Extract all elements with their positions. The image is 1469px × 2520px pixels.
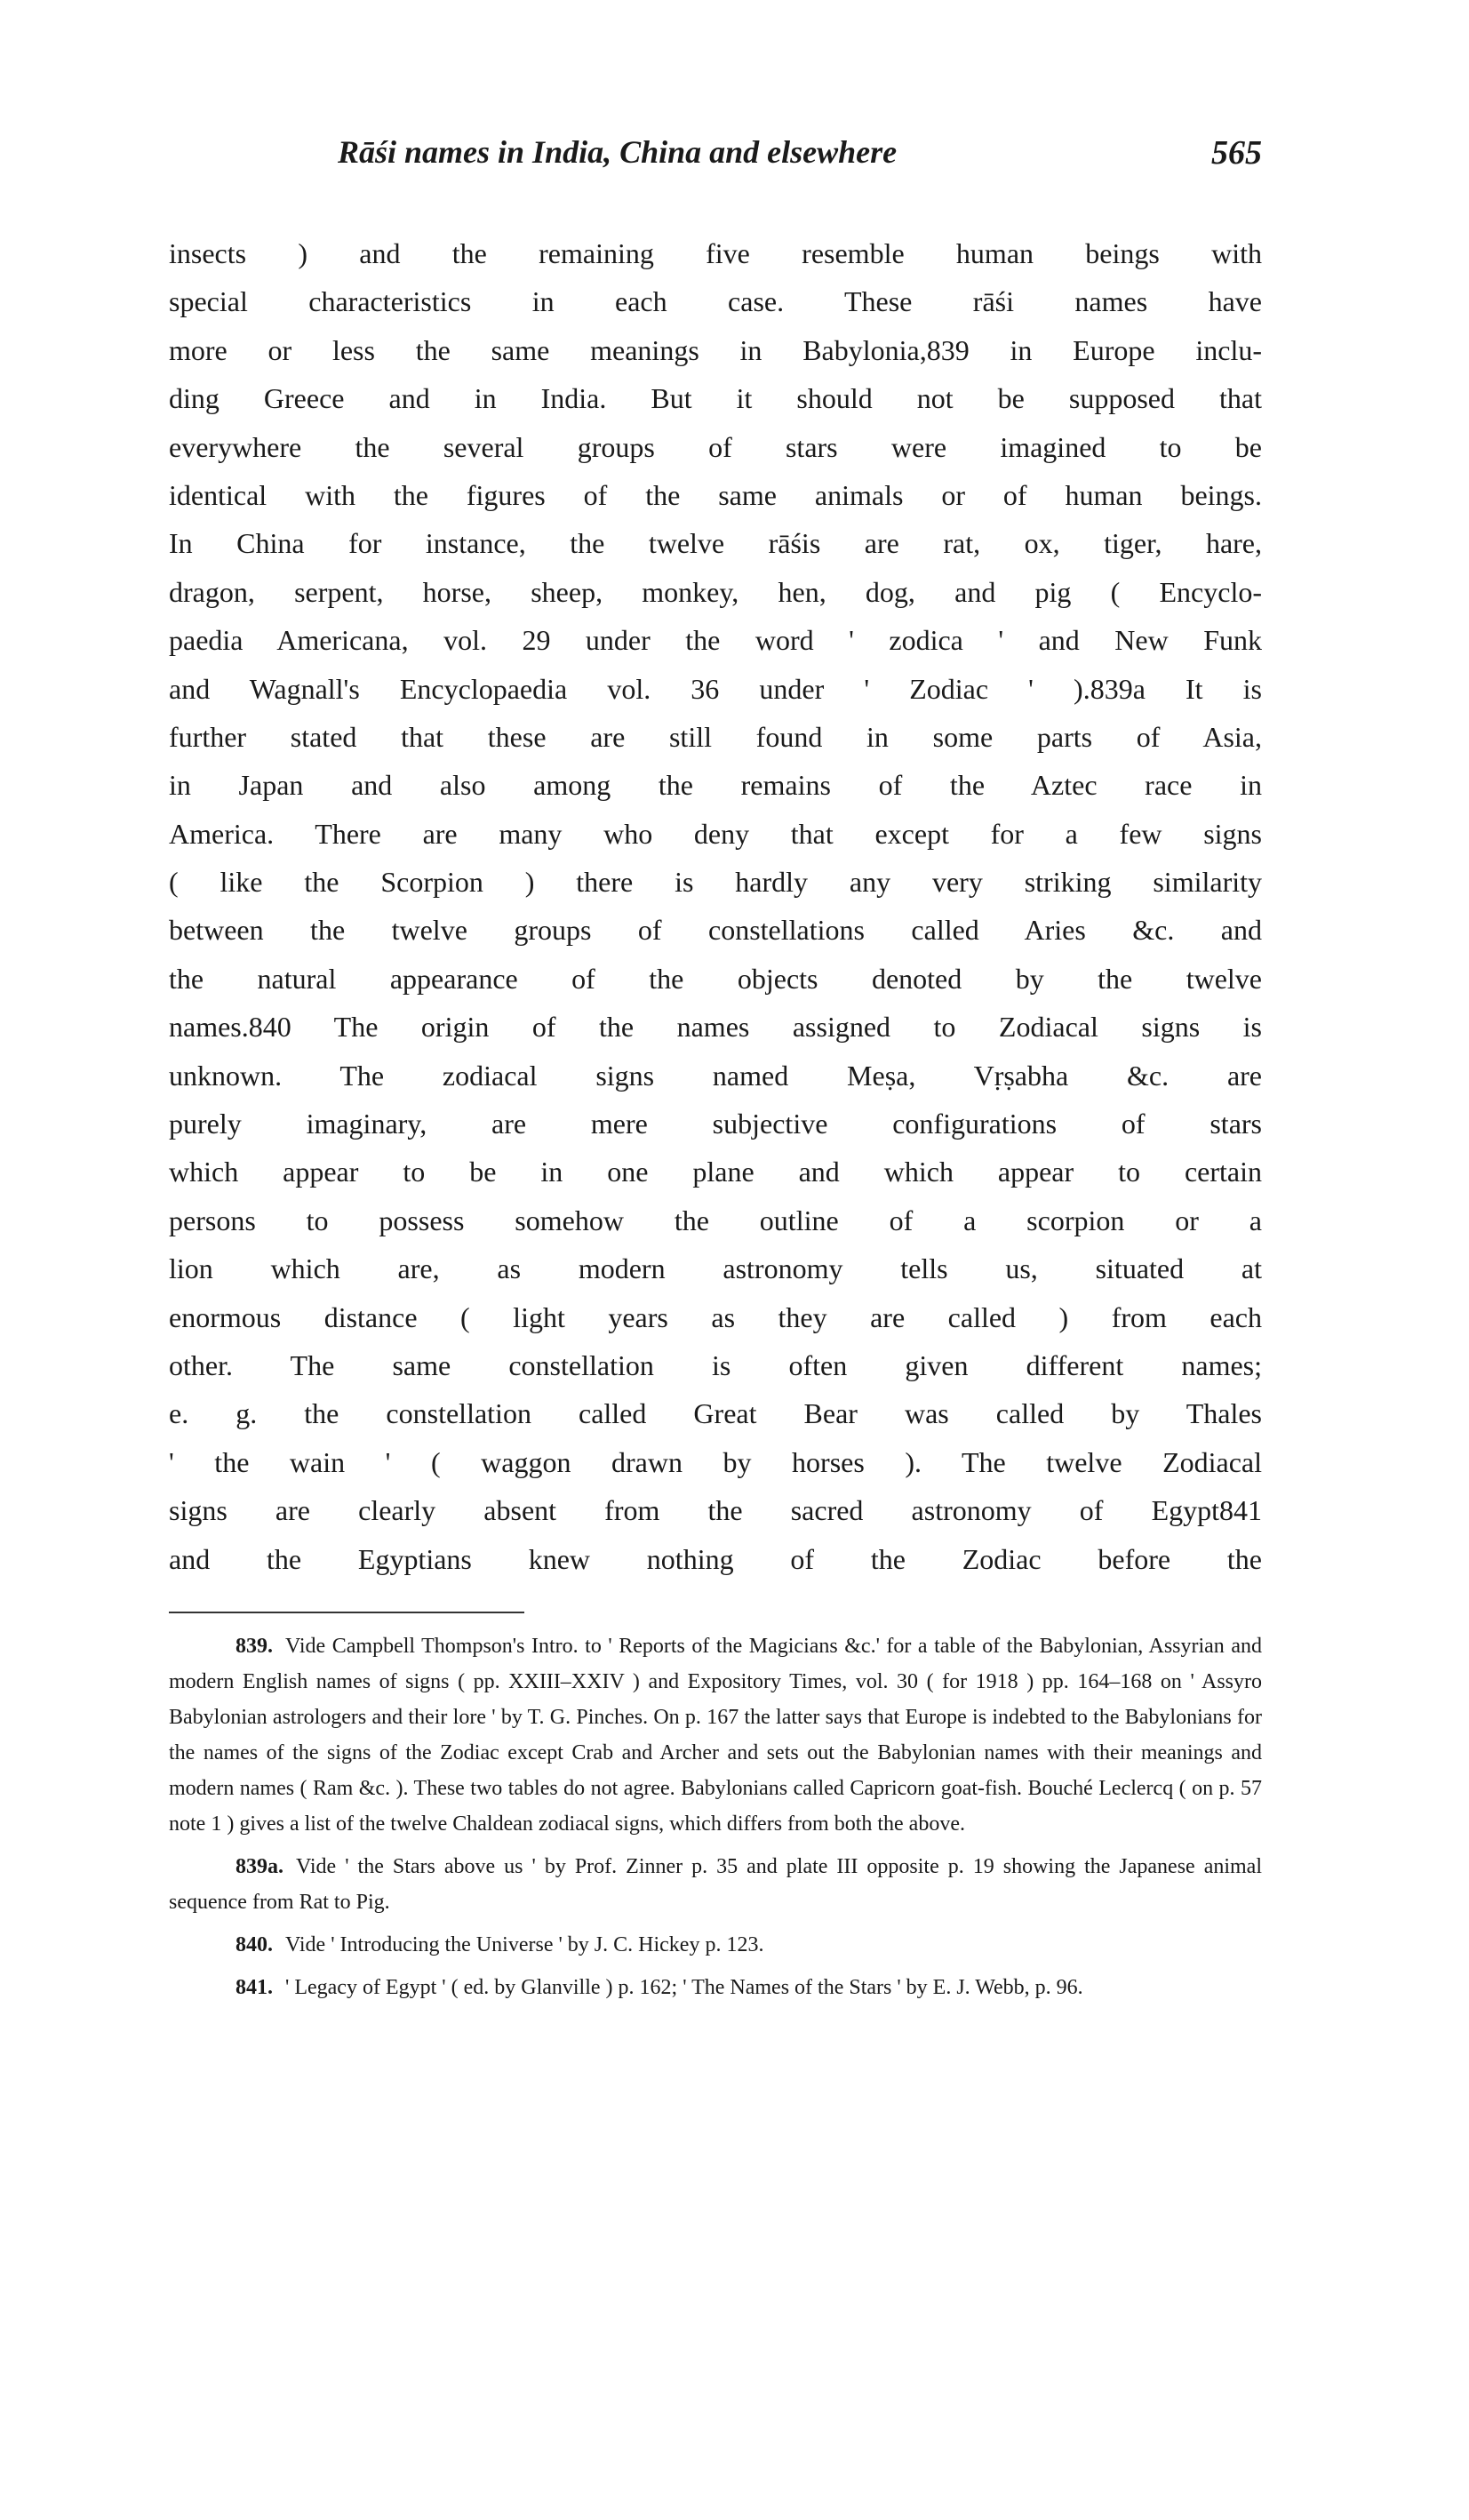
text-line: everywhere the several groups of stars were imagined to be — [169, 430, 1262, 463]
page-number: 565 — [1211, 134, 1262, 172]
text-line: persons to possess somehow the outline of a scorpion or a — [169, 1204, 1262, 1236]
text-line: further stated that these are still found in some parts of Asia, — [169, 720, 1262, 753]
footnote — [169, 1970, 1262, 2005]
text-line: between the twelve groups of constellations called Aries &c. and — [169, 914, 1262, 947]
footnote-text: Vide ' Introducing the Universe ' by J. C. Hickey p. 123. — [285, 1933, 764, 1956]
footnote — [169, 1628, 1262, 1842]
text-line: e. g. the constellation called Great Bear was called by Thales — [169, 1397, 1262, 1430]
text-line: insects ) and the remaining five resemble human beings with — [169, 237, 1262, 269]
footnotes — [169, 1628, 1262, 2012]
footnote — [169, 1927, 1262, 1963]
text-line: paedia Americana, vol. 29 under the word ' zodica ' and New Funk — [169, 624, 1262, 657]
text-line: purely imaginary, are mere subjective configurations of stars — [169, 1108, 1262, 1140]
text-line: In China for instance, the twelve rāśis are rat, ox, tiger, hare, — [169, 527, 1262, 560]
footnote — [169, 1849, 1262, 1920]
text-line: special characteristics in each case. These rāśi names have — [169, 285, 1262, 318]
text-line: lion which are, as modern astronomy tells us, situated at — [169, 1252, 1262, 1285]
footnote-number: 841. — [236, 1976, 273, 1999]
footnote-number: 839. — [236, 1635, 273, 1658]
footnote-separator-rule — [169, 1612, 524, 1613]
footnote-number: 839a. — [236, 1855, 283, 1878]
text-line: ding Greece and in India. But it should not be supposed that — [169, 382, 1262, 415]
footnote-text: Vide ' the Stars above us ' by Prof. Zinner p. 35 and plate III opposite p. 19 showing the Japanese animal sequence from Rat to Pig. — [169, 1855, 1262, 1914]
text-line: in Japan and also among the remains of the Aztec race in — [169, 769, 1262, 802]
text-line: signs are clearly absent from the sacred astronomy of Egypt841 — [169, 1494, 1262, 1527]
text-line: names.840 The origin of the names assigned to Zodiacal signs is — [169, 1011, 1262, 1044]
text-line: more or less the same meanings in Babylonia,839 in Europe inclu- — [169, 333, 1262, 366]
text-line: which appear to be in one plane and which appear to certain — [169, 1156, 1262, 1188]
text-line: and Wagnall's Encyclopaedia vol. 36 under ' Zodiac ' ).839a It is — [169, 672, 1262, 705]
running-title: Rāśi names in India, China and elsewhere — [338, 134, 898, 170]
text-line: America. There are many who deny that except for a few signs — [169, 817, 1262, 850]
text-line: the natural appearance of the objects denoted by the twelve — [169, 962, 1262, 995]
text-line: ( like the Scorpion ) there is hardly any very striking similarity — [169, 866, 1262, 899]
footnote-number: 840. — [236, 1933, 273, 1956]
text-line: identical with the figures of the same animals or of human beings. — [169, 478, 1262, 511]
page-header — [169, 133, 1262, 187]
text-line: unknown. The zodiacal signs named Meṣa, Vṛṣabha &c. are — [169, 1059, 1262, 1092]
footnote-text: ' Legacy of Egypt ' ( ed. by Glanville ) p. 162; ' The Names of the Stars ' by E. J. Webb, p. 96. — [285, 1976, 1083, 1999]
text-line: and the Egyptians knew nothing of the Zodiac before the — [169, 1542, 1262, 1575]
text-line: dragon, serpent, horse, sheep, monkey, hen, dog, and pig ( Encyclo- — [169, 575, 1262, 608]
text-line: ' the wain ' ( waggon drawn by horses ). The twelve Zodiacal — [169, 1445, 1262, 1478]
main-text — [169, 229, 1262, 1583]
text-line: other. The same constellation is often given different names; — [169, 1348, 1262, 1381]
text-line: enormous distance ( light years as they are called ) from each — [169, 1300, 1262, 1333]
footnote-text: Vide Campbell Thompson's Intro. to ' Reports of the Magicians &c.' for a table of the Babylonian, Assyrian and modern English names of signs ( pp. XXIII–XXIV ) and Expository Times, vol. 30 ( for 1918 ) pp. 164–168 on ' Assyro Babylonian astrologers and their lore ' by T. G. Pinches. On p. 167 the latter says that Europe is indebted to the Babylonians for the names of the signs of the Zodiac except Crab and Archer and sets out the Babylonian names with their meanings and modern names ( Ram &c. ). These two tables do not agree. Babylonians called Capricorn goat-fish. Bouché Leclercq ( on p. 57 note 1 ) gives a list of the twelve Chaldean zodiacal signs, which differs from both the above. — [169, 1635, 1262, 1836]
